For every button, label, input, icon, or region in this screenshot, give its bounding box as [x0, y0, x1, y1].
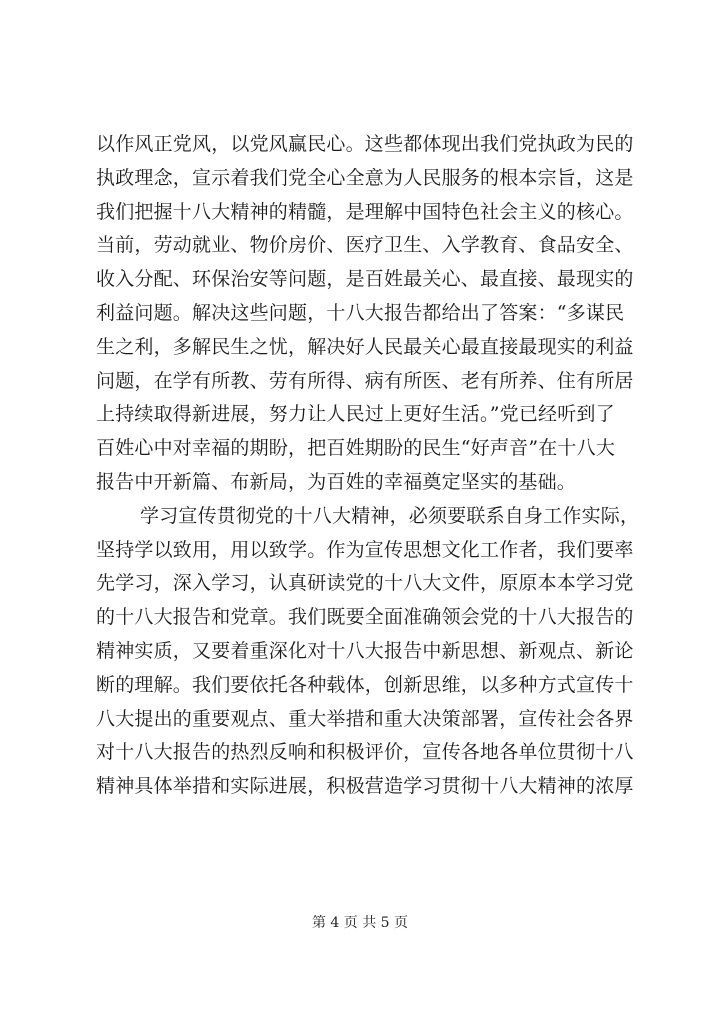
text-line: 百姓心中对幸福的期盼，把百姓期盼的民生“好声音”在十八大 [96, 437, 616, 460]
document-body [96, 128, 656, 804]
page-number-footer: 第 4 页 共 5 页 [311, 915, 409, 931]
text-line: 的十八大报告和党章。我们既要全面准确领会党的十八大报告的 [96, 606, 634, 629]
text-line: 对十八大报告的热烈反响和积极评价，宣传各地各单位贯彻十八 [96, 741, 634, 764]
text-line: 生之利，多解民生之忧，解决好人民最关心最直接最现实的利益 [96, 335, 634, 358]
text-line: 精神具体举措和实际进展，积极营造学习贯彻十八大精神的浓厚 [96, 775, 634, 798]
text-line: 问题，在学有所教、劳有所得、病有所医、老有所养、住有所居 [96, 369, 634, 392]
text-line: 执政理念，宣示着我们党全心全意为人民服务的根本宗旨，这是 [96, 166, 634, 189]
text-line: 收入分配、环保治安等问题，是百姓最关心、最直接、最现实的 [96, 268, 634, 291]
text-line: 当前，劳动就业、物价房价、医疗卫生、入学教育、食品安全、 [96, 234, 634, 257]
text-line: 报告中开新篇、布新局，为百姓的幸福奠定坚实的基础。 [96, 470, 577, 493]
paragraph-start-line: 学习宣传贯彻党的十八大精神，必须要联系自身工作实际， [140, 504, 640, 527]
text-line: 上持续取得新进展，努力让人民过上更好生活。”党已经听到了 [96, 403, 615, 426]
text-line: 利益问题。解决这些问题，十八大报告都给出了答案：“多谋民 [96, 301, 625, 324]
text-line: 以作风正党风，以党风赢民心。这些都体现出我们党执政为民的 [96, 133, 634, 155]
text-line: 我们把握十八大精神的精髓，是理解中国特色社会主义的核心。 [96, 200, 634, 223]
text-line: 八大提出的重要观点、重大举措和重大决策部署，宣传社会各界 [96, 707, 634, 730]
text-line: 坚持学以致用，用以致学。作为宣传思想文化工作者，我们要率 [96, 538, 634, 561]
text-line: 精神实质，又要着重深化对十八大报告中新思想、新观点、新论 [96, 639, 634, 662]
text-line: 断的理解。我们要依托各种载体，创新思维，以多种方式宣传十 [96, 673, 634, 696]
text-line: 先学习，深入学习，认真研读党的十八大文件，原原本本学习党 [96, 572, 634, 595]
